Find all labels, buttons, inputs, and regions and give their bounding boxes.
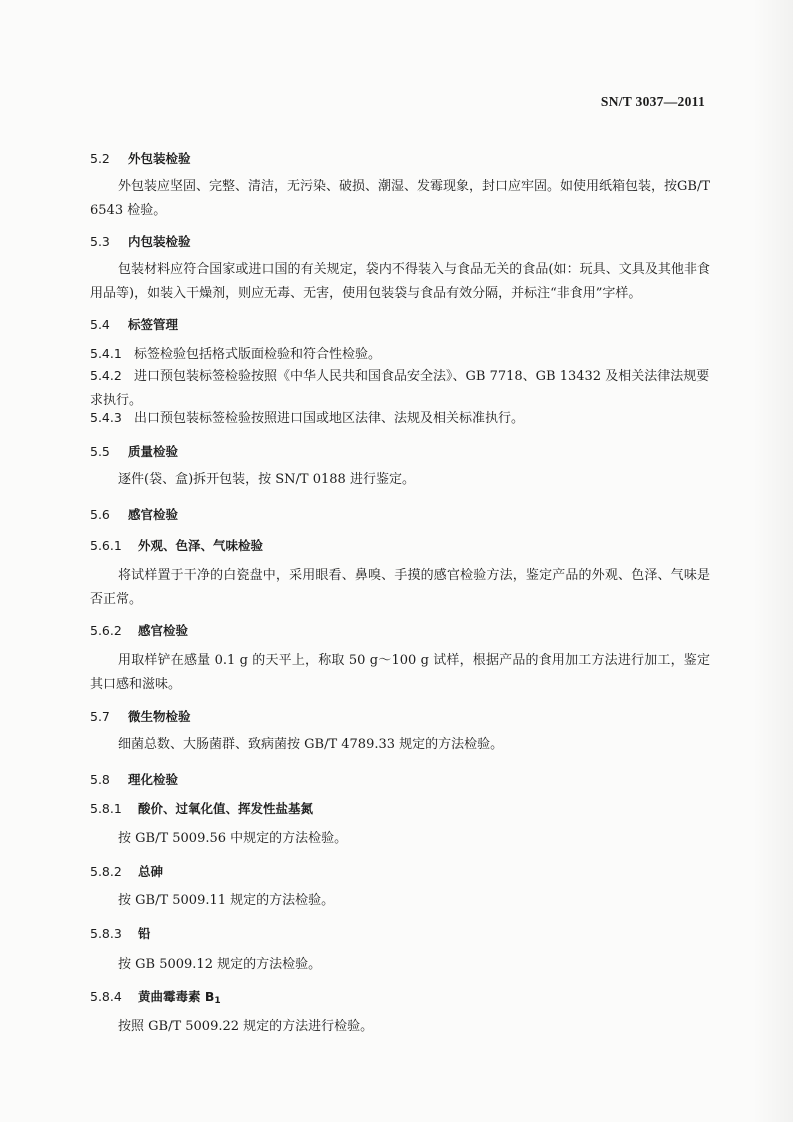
section-title: 理化检验 — [128, 772, 179, 787]
section-title: 酸价、过氧化值、挥发性盐基氮 — [138, 801, 314, 816]
section-title: 外观、色泽、气味检验 — [138, 538, 264, 553]
section-number: 5.6.2 — [90, 623, 122, 638]
section-title: 总砷 — [138, 864, 164, 879]
section-title: 感官检验 — [138, 623, 189, 638]
section-paragraph-5-8-1: 按 GB/T 5009.56 中规定的方法检验。 — [118, 831, 348, 846]
section-heading-5-7 — [90, 705, 710, 729]
section-title: 感官检验 — [128, 507, 179, 522]
clause-number: 5.4.2 — [90, 368, 122, 383]
section-number: 5.8.2 — [90, 864, 122, 879]
section-paragraph-5-7: 细菌总数、大肠菌群、致病菌按 GB/T 4789.33 规定的方法检验。 — [118, 737, 504, 752]
section-number: 5.8.3 — [90, 926, 122, 941]
clause-text: 出口预包装标签检验按照进口国或地区法律、法规及相关标准执行。 — [134, 411, 525, 426]
section-number: 5.5 — [90, 444, 110, 459]
section-title: 内包装检验 — [128, 234, 191, 249]
section-number: 5.8.1 — [90, 801, 122, 816]
title-subscript: 1 — [214, 996, 221, 1006]
section-heading-5-8-3 — [90, 922, 710, 946]
section-paragraph-5-6-1: 将试样置于干净的白瓷盘中，采用眼看、鼻嗅、手摸的感官检验方法，鉴定产品的外观、色泽、气味是否正常。 — [90, 568, 710, 607]
section-number: 5.6.1 — [90, 538, 122, 553]
section-heading-5-2 — [90, 147, 710, 171]
section-paragraph-5-8-3: 按 GB 5009.12 规定的方法检验。 — [118, 957, 322, 972]
clause-number: 5.4.1 — [90, 346, 122, 361]
clause-text: 标签检验包括格式版面检验和符合性检验。 — [134, 347, 382, 362]
section-title: 微生物检验 — [128, 709, 191, 724]
section-heading-5-6-2 — [90, 619, 710, 643]
section-paragraph-5-8-2: 按 GB/T 5009.11 规定的方法检验。 — [118, 893, 335, 908]
scan-edge-shadow — [753, 0, 793, 1122]
section-heading-5-5 — [90, 440, 710, 464]
section-number: 5.6 — [90, 507, 110, 522]
clause-5-4-3 — [90, 406, 710, 431]
section-heading-5-8-4 — [90, 985, 710, 1013]
section-paragraph-5-5: 逐件(袋、盒)拆开包装，按 SN/T 0188 进行鉴定。 — [118, 472, 415, 487]
section-heading-5-4 — [90, 313, 710, 337]
section-paragraph-5-6-2: 用取样铲在感量 0.1 g 的天平上，称取 50 g～100 g 试样，根据产品的食用加工方法进行加工，鉴定其口感和滋味。 — [90, 653, 710, 692]
section-number: 5.8 — [90, 772, 110, 787]
section-number: 5.7 — [90, 709, 110, 724]
section-number: 5.2 — [90, 151, 110, 166]
section-heading-5-8 — [90, 768, 710, 792]
section-number: 5.4 — [90, 317, 110, 332]
section-title: 质量检验 — [128, 444, 179, 459]
section-heading-5-6-1 — [90, 534, 710, 558]
standard-code: SN/T 3037—2011 — [600, 94, 705, 109]
section-heading-5-8-1 — [90, 797, 710, 821]
section-title: 黄曲霉毒素 B — [138, 989, 215, 1004]
section-heading-5-8-2 — [90, 860, 710, 884]
clause-number: 5.4.3 — [90, 410, 122, 425]
section-heading-5-3 — [90, 230, 710, 254]
section-paragraph-5-8-4: 按照 GB/T 5009.22 规定的方法进行检验。 — [118, 1019, 374, 1034]
section-title: 铅 — [138, 926, 151, 941]
section-paragraph-5-3: 包装材料应符合国家或进口国的有关规定，袋内不得装入与食品无关的食品(如：玩具、文具及其他非食用品等)，如装入干燥剂，则应无毒、无害，使用包装袋与食品有效分隔，并标注“非食用”字样。 — [90, 262, 710, 301]
section-paragraph-5-2: 外包装应坚固、完整、清洁，无污染、破损、潮湿、发霉现象，封口应牢固。如使用纸箱包装，按GB/T 6543 检验。 — [90, 179, 710, 218]
section-heading-5-6 — [90, 503, 710, 527]
section-number: 5.8.4 — [90, 989, 122, 1004]
section-title: 外包装检验 — [128, 151, 191, 166]
clause-text: 进口预包装标签检验按照《中华人民共和国食品安全法》、GB 7718、GB 13432 及相关法律法规要求执行。 — [90, 369, 710, 408]
section-title: 标签管理 — [128, 317, 179, 332]
section-number: 5.3 — [90, 234, 110, 249]
